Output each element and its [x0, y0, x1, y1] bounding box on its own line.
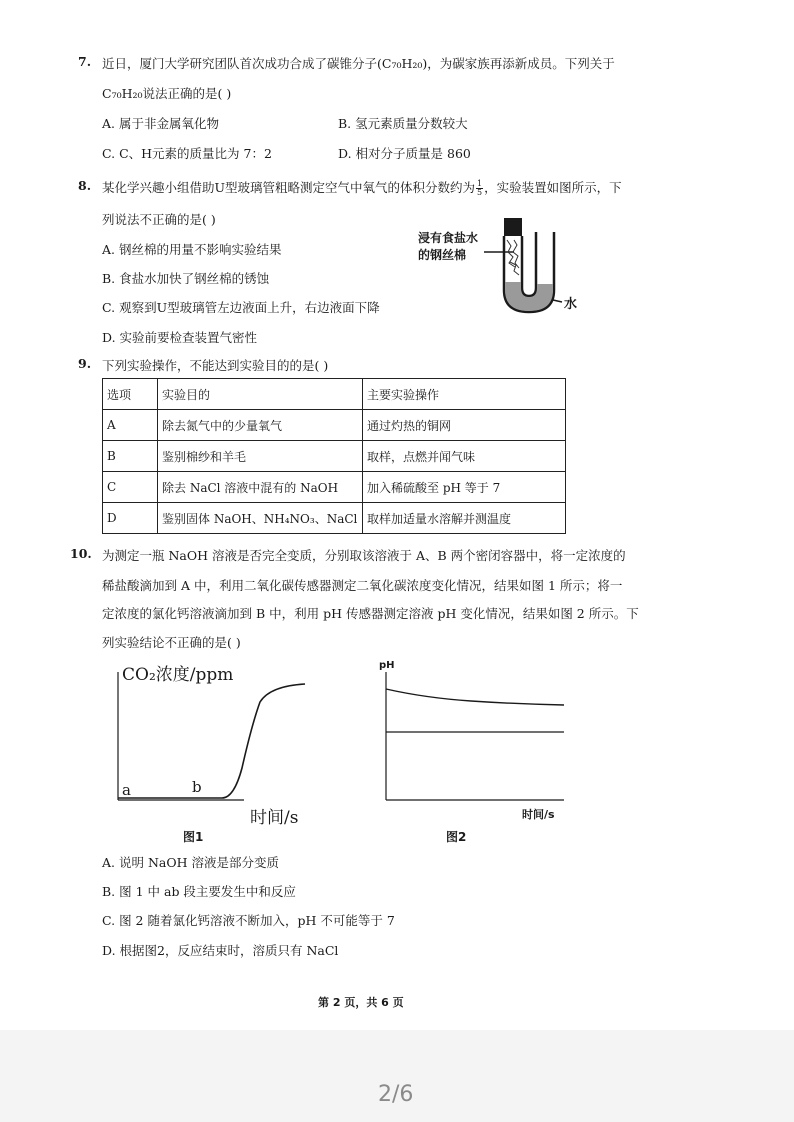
- figure-1-svg: [100, 656, 340, 846]
- water-pointer-line: [553, 300, 562, 302]
- q7-stem-line1: 近日，厦门大学研究团队首次成功合成了碳锥分子(C₇₀H₂₀)，为碳家族再添新成员。下列关于: [102, 56, 615, 71]
- table-cell: D: [103, 503, 158, 534]
- fig2-ph-curve: [386, 689, 564, 705]
- figure-2: [376, 656, 576, 826]
- q8-stem-line1: [102, 178, 622, 197]
- q8-stem-line1-b: ，实验装置如图所示，下: [484, 180, 622, 195]
- table-row: [103, 441, 566, 472]
- q7-number: 7.: [78, 54, 92, 69]
- table-cell: 加入稀硫酸至 pH 等于 7: [363, 472, 566, 503]
- fig1-point-a: a: [122, 781, 131, 799]
- header-purpose: 实验目的: [158, 379, 363, 410]
- q8-stem-line2: 列说法不正确的是( ): [102, 212, 216, 227]
- q8-option-c: C. 观察到U型玻璃管左边液面上升，右边液面下降: [102, 300, 380, 315]
- u-tube-svg: [410, 212, 590, 322]
- q9-number: 9.: [78, 356, 92, 371]
- u-tube-inner: [522, 232, 536, 296]
- table-cell: 除去 NaCl 溶液中混有的 NaOH: [158, 472, 363, 503]
- fig2-caption: 图2: [446, 830, 467, 844]
- q7-option-d: D. 相对分子质量是 860: [338, 146, 471, 161]
- fig2-x-label: 时间/s: [522, 808, 555, 821]
- steel-wool-label-1: 浸有食盐水: [418, 231, 479, 245]
- q8-option-b: B. 食盐水加快了钢丝棉的锈蚀: [102, 271, 270, 286]
- q10-number: 10.: [70, 546, 92, 561]
- q10-option-b: B. 图 1 中 ab 段主要发生中和反应: [102, 884, 296, 899]
- table-cell: 取样，点燃并闻气味: [363, 441, 566, 472]
- q10-stem-line1: 为测定一瓶 NaOH 溶液是否完全变质，分别取该溶液于 A、B 两个密闭容器中，将一定浓度的: [102, 548, 626, 563]
- table-cell: 除去氮气中的少量氧气: [158, 410, 363, 441]
- viewer-bottom-area: [0, 1030, 794, 1122]
- table-row: [103, 410, 566, 441]
- fig1-caption: 图1: [183, 830, 204, 844]
- header-option: 选项: [103, 379, 158, 410]
- q8-apparatus-diagram: [410, 212, 590, 322]
- q7-option-c: C. C、H元素的质量比为 7：2: [102, 146, 272, 161]
- table-cell: 鉴别棉纱和羊毛: [158, 441, 363, 472]
- q8-fraction-numerator: 1: [477, 179, 483, 188]
- steel-wool-label-2: 的钢丝棉: [418, 248, 467, 262]
- q8-option-d: D. 实验前要检查装置气密性: [102, 330, 258, 345]
- fig1-x-label: 时间/s: [250, 808, 299, 828]
- q8-fraction: [476, 180, 483, 197]
- table-cell: A: [103, 410, 158, 441]
- table-cell: B: [103, 441, 158, 472]
- q9-stem: 下列实验操作，不能达到实验目的的是( ): [102, 358, 329, 373]
- q10-option-a: A. 说明 NaOH 溶液是部分变质: [102, 855, 279, 870]
- page-indicator: 2/6: [378, 1082, 414, 1107]
- q10-stem-line2: 稀盐酸滴加到 A 中，利用二氧化碳传感器测定二氧化碳浓度变化情况，结果如图 1 所示；将一: [102, 578, 623, 593]
- table-cell: C: [103, 472, 158, 503]
- rubber-stopper: [504, 218, 522, 236]
- header-operation: 主要实验操作: [363, 379, 566, 410]
- q10-stem-line3: 定浓度的氯化钙溶液滴加到 B 中，利用 pH 传感器测定溶液 pH 变化情况，结果如图 2 所示。下: [102, 606, 639, 621]
- q7-option-a: A. 属于非金属氧化物: [102, 116, 219, 131]
- fig1-y-label: CO₂浓度/ppm: [122, 665, 234, 685]
- fig2-y-label: pH: [379, 660, 395, 671]
- q9-table: [102, 378, 566, 534]
- fig1-point-b: b: [192, 778, 202, 796]
- steel-wool: [507, 240, 519, 275]
- q7-option-b: B. 氢元素质量分数较大: [338, 116, 468, 131]
- table-row: [103, 472, 566, 503]
- q8-fraction-denominator: 5: [477, 188, 483, 197]
- q8-option-a: A. 钢丝棉的用量不影响实验结果: [102, 242, 282, 257]
- q8-number: 8.: [78, 178, 92, 193]
- fig1-curve: [118, 684, 305, 798]
- q7-stem-line2: C₇₀H₂₀说法正确的是( ): [102, 86, 232, 101]
- water-label: 水: [564, 297, 578, 312]
- q10-option-c: C. 图 2 随着氯化钙溶液不断加入，pH 不可能等于 7: [102, 913, 395, 928]
- table-cell: 通过灼热的铜网: [363, 410, 566, 441]
- q10-option-d: D. 根据图2，反应结束时，溶质只有 NaCl: [102, 943, 339, 958]
- page-footer: 第 2 页，共 6 页: [318, 996, 404, 1009]
- figure-1: [100, 656, 340, 846]
- table-row: [103, 503, 566, 534]
- table-header-row: [103, 379, 566, 410]
- table-cell: 鉴别固体 NaOH、NH₄NO₃、NaCl: [158, 503, 363, 534]
- figure-2-svg: [376, 656, 576, 826]
- q10-stem-line4: 列实验结论不正确的是( ): [102, 635, 241, 650]
- q8-stem-line1-a: 某化学兴趣小组借助U型玻璃管粗略测定空气中氧气的体积分数约为: [102, 180, 476, 195]
- table-cell: 取样加适量水溶解并测温度: [363, 503, 566, 534]
